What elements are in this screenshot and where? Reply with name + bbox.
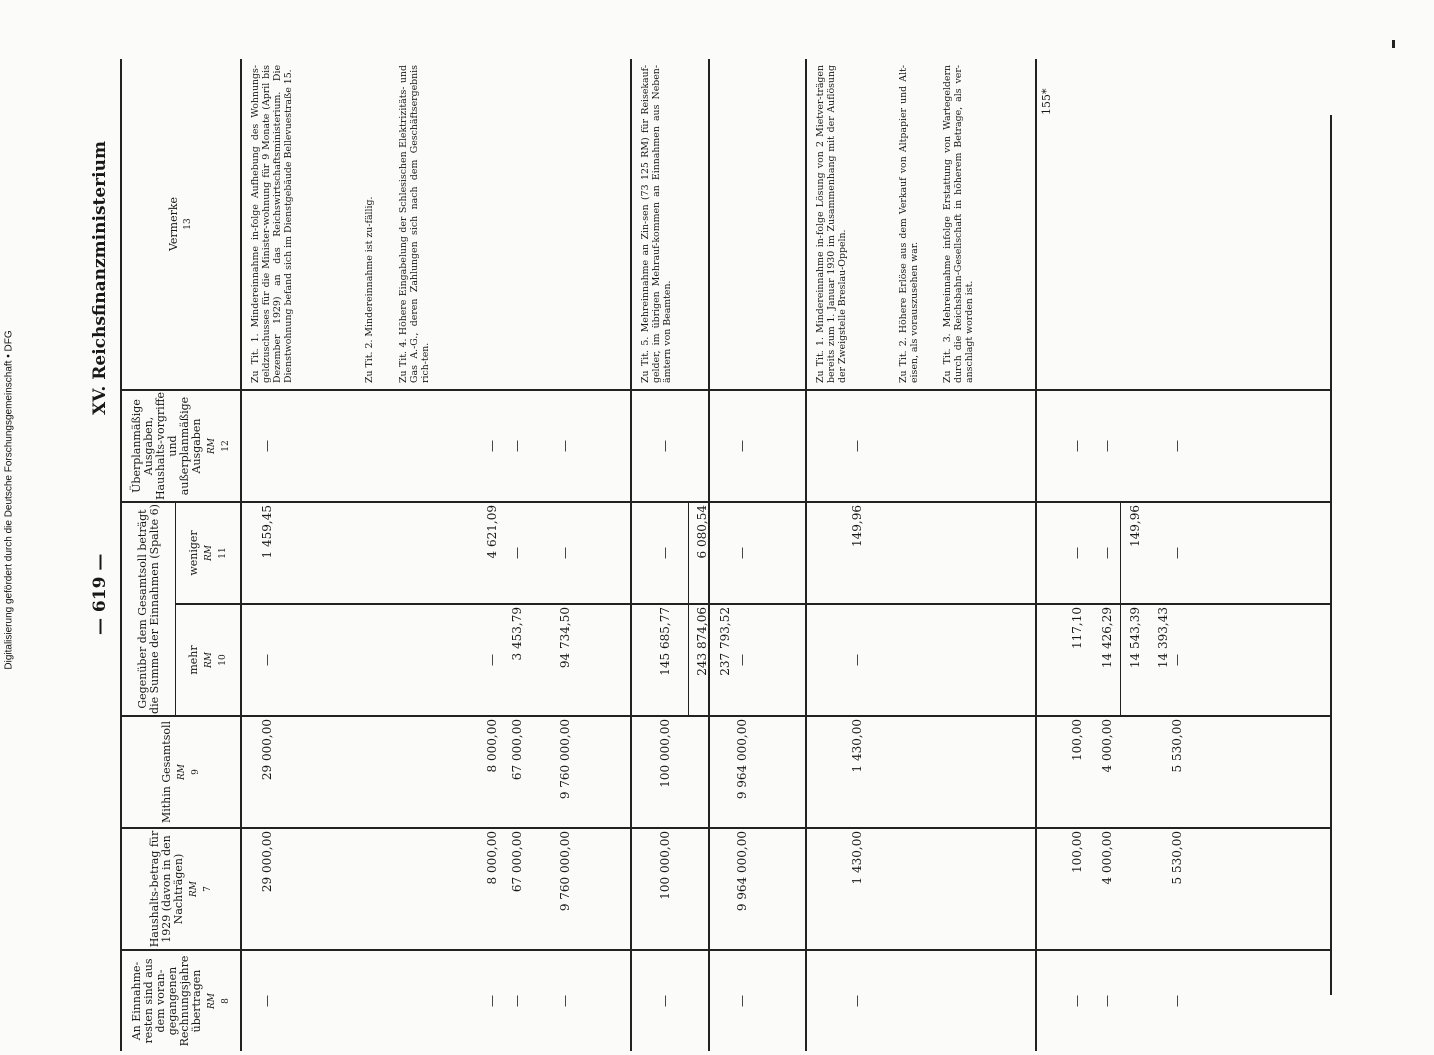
row-5-c8: — <box>658 995 672 1007</box>
row-6-c12: — <box>735 440 749 452</box>
digitization-credit: Digitalisierung gefördert durch die Deutsche Forschungsgemeinschaft • DFG <box>3 330 15 670</box>
row-7-c8: — <box>850 995 864 1007</box>
row-10-c8: — <box>1170 995 1184 1007</box>
row-1-c12: — <box>260 440 274 452</box>
row-9-c11: — <box>1100 547 1114 559</box>
row-7-c12: — <box>850 440 864 452</box>
footer-signature: 155* <box>1040 88 1053 115</box>
corner-mark <box>1392 40 1395 48</box>
header-col-7: Haushalts-betrag für 1929 (davon in den Nachträgen) RM 7 <box>147 830 213 948</box>
row-5-c10: 145 685,77 <box>658 607 672 676</box>
row-9-c8: — <box>1100 995 1114 1007</box>
row-10-c9: 5 530,00 <box>1170 719 1184 773</box>
row-3-c8: — <box>510 995 524 1007</box>
row-6-c7: 9 964 000,00 <box>735 831 749 912</box>
row-8-c8: — <box>1070 995 1084 1007</box>
section-title: XV. Reichsfinanzministerium <box>90 141 110 415</box>
remark-7: Zu Tit. 3. Mehreinnahme infolge Erstattung von Wartegeldern durch die Reichsbahn-Gesellschaft in höherem Betrage, als ver-anschlagt worden ist. <box>942 65 975 383</box>
remark-2: Zu Tit. 2. Mindereinnahme ist zu-fällig. <box>364 196 375 383</box>
col-sep-8-9 <box>120 827 1332 829</box>
row-2-c12: — <box>485 440 499 452</box>
row-6-c9: 9 964 000,00 <box>735 719 749 800</box>
col-sep-11-12 <box>120 501 1332 503</box>
row-1-c7: 29 000,00 <box>260 831 274 893</box>
row-4-c9: 9 760 000,00 <box>558 719 572 800</box>
row-9-c10: 14 426,29 <box>1100 607 1114 669</box>
row-5-c12: — <box>658 440 672 452</box>
row-7-c11: 149,96 <box>850 505 864 547</box>
row-9-c9: 4 000,00 <box>1100 719 1114 773</box>
remark-1: Zu Tit. 1. Mindereinnahme in-folge Aufhebung des Wohnungs-geldzuschusses für die Minister-wohnung für 9 Monate (April bis Dezember 1929) an das Reichswirtschaftsministerium. Die Dienstwohnung befand sich im Dienstgebäude Bellevuestraße 15. <box>250 65 294 383</box>
remark-6: Zu Tit. 2. Höhere Erlöse aus dem Verkauf von Altpapier und Alt-eisen, als vorauszusehen war. <box>898 65 920 383</box>
row-5-c11: — <box>658 547 672 559</box>
row-4-c11: — <box>558 547 572 559</box>
header-col-9: Mithin Gesamtsoll RM 9 <box>159 720 201 824</box>
bracket-rule-1 <box>688 503 689 715</box>
row-6-c10: — <box>735 654 749 666</box>
row-7-c9: 1 430,00 <box>850 719 864 773</box>
row-7-c7: 1 430,00 <box>850 831 864 885</box>
bracket-total-6: 14 393,43 <box>1156 607 1170 669</box>
remark-5: Zu Tit. 1. Mindereinnahme in-folge Lösung von 2 Mietver-trägen bereits zum 1. Januar 1930 im Zusammenhang mit der Auflösung der Zweigstelle Breslau-Oppeln. <box>815 65 848 383</box>
row-1-c9: 29 000,00 <box>260 719 274 781</box>
col-sep-12-13 <box>120 389 1332 391</box>
remark-3: Zu Tit. 4. Höhere Eingabelung der Schlesischen Elektrizitäts- und Gas A.-G., deren Zahlungen sich nach dem Geschäftsergebnis rich-ten. <box>398 65 431 383</box>
row-3-c10: 3 453,79 <box>510 607 524 661</box>
row-4-c12: — <box>558 440 572 452</box>
row-4-c10: 94 734,50 <box>558 607 572 669</box>
row-3-c7: 67 000,00 <box>510 831 524 893</box>
row-1-c8: — <box>260 995 274 1007</box>
remark-4: Zu Tit. 5. Mehreinnahme an Zin-sen (73 125 RM) für Reisekauf-gelder, im übrigen Mehrauf-kommen an Einnahmen aus Neben-ämtern von Beamten. <box>640 65 673 383</box>
row-9-c7: 4 000,00 <box>1100 831 1114 885</box>
row-2-c8: — <box>485 995 499 1007</box>
row-6-c11: — <box>735 547 749 559</box>
row-7-c10: — <box>850 654 864 666</box>
bracket-rule-2 <box>1120 503 1121 715</box>
row-3-c11: — <box>510 547 524 559</box>
rotated-ledger-page <box>80 55 1370 1055</box>
row-10-c11: — <box>1170 547 1184 559</box>
col-sep-10-11 <box>175 603 1332 605</box>
row-8-c10: 117,10 <box>1070 607 1084 649</box>
section-rule-3 <box>805 59 807 1051</box>
row-2-c9: 8 000,00 <box>485 719 499 773</box>
row-6-c8: — <box>735 995 749 1007</box>
bracket-total-4: 14 543,39 <box>1128 607 1142 669</box>
row-2-c11: 4 621,09 <box>485 505 499 559</box>
bottom-rule <box>1330 115 1332 995</box>
bracket-total-3: 237 793,52 <box>718 607 732 676</box>
header-col-8: An Einnahme-resten sind aus dem voran-gegangenen Rechnungsjahre übertragen RM 8 <box>129 955 231 1047</box>
row-10-c12: — <box>1170 440 1184 452</box>
section-rule-1 <box>630 59 632 1051</box>
row-8-c12: — <box>1070 440 1084 452</box>
row-10-c10: — <box>1170 654 1184 666</box>
header-col-12: Überplanmäßige Ausgaben, Haushalts-vorgriffe und außerplanmäßige Ausgaben RM 12 <box>129 391 231 501</box>
header-col-10: mehr RM 10 <box>186 645 228 675</box>
row-10-c7: 5 530,00 <box>1170 831 1184 885</box>
header-col-13: Vermerke 13 <box>167 196 193 252</box>
row-1-c10: — <box>260 654 274 666</box>
row-3-c9: 67 000,00 <box>510 719 524 781</box>
row-8-c7: 100,00 <box>1070 831 1084 873</box>
col-sep-9-10 <box>120 715 1332 717</box>
row-1-c11: 1 459,45 <box>260 505 274 559</box>
row-2-c10: — <box>485 654 499 666</box>
page-number: — 619 — <box>90 553 110 635</box>
section-rule-4 <box>1035 59 1037 1051</box>
row-5-c9: 100 000,00 <box>658 719 672 788</box>
row-8-c9: 100,00 <box>1070 719 1084 761</box>
bracket-total-5: 149,96 <box>1128 505 1142 547</box>
row-9-c12: — <box>1100 440 1114 452</box>
bracket-total-1: 243 874,06 <box>695 607 709 676</box>
row-8-c11: — <box>1070 547 1084 559</box>
row-5-c7: 100 000,00 <box>658 831 672 900</box>
row-3-c12: — <box>510 440 524 452</box>
col-sep-7-8 <box>120 949 1332 951</box>
row-4-c7: 9 760 000,00 <box>558 831 572 912</box>
bracket-total-2: 6 080,54 <box>695 505 709 559</box>
header-col-11: weniger RM 11 <box>186 530 228 576</box>
header-rule <box>240 59 242 1051</box>
header-col-10-11: Gegenüber dem Gesamtsoll beträgt die Summe der Einnahmen (Spalte 6) <box>135 504 161 714</box>
row-4-c8: — <box>558 995 572 1007</box>
row-2-c7: 8 000,00 <box>485 831 499 885</box>
